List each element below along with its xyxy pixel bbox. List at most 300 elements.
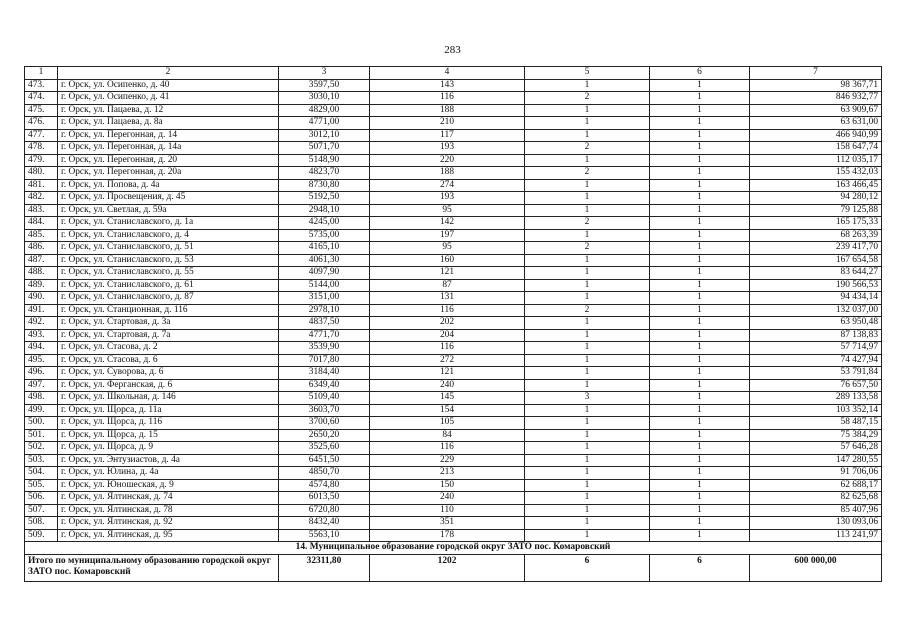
- residents: 160: [370, 254, 525, 267]
- col6-value: 1: [650, 379, 750, 392]
- address: г. Орск, ул. Пацаева, д. 8а: [58, 117, 279, 130]
- table-row: [25, 492, 882, 505]
- col6-value: 1: [650, 517, 750, 530]
- table-row: [25, 479, 882, 492]
- row-number: 488.: [25, 267, 58, 280]
- area: 4771,00: [279, 117, 370, 130]
- area: 4574,80: [279, 479, 370, 492]
- col5-value: 1: [525, 354, 650, 367]
- residents: 204: [370, 329, 525, 342]
- table-row: [25, 367, 882, 380]
- col5-value: 1: [525, 104, 650, 117]
- address: г. Орск, ул. Стасова, д. 2: [58, 342, 279, 355]
- header-cell: 1: [25, 67, 58, 80]
- area: 4245,00: [279, 217, 370, 230]
- row-number: 492.: [25, 317, 58, 330]
- table-row: [25, 404, 882, 417]
- area: 6720,80: [279, 504, 370, 517]
- area: 2978,10: [279, 304, 370, 317]
- table-row: [25, 154, 882, 167]
- address: г. Орск, ул. Щорса, д. 116: [58, 417, 279, 430]
- residents: 202: [370, 317, 525, 330]
- address: г. Орск, ул. Ферганская, д. 6: [58, 379, 279, 392]
- table-row: [25, 392, 882, 405]
- address: г. Орск, ул. Просвещения, д. 45: [58, 192, 279, 205]
- amount: 75 384,29: [750, 429, 882, 442]
- residents: 220: [370, 154, 525, 167]
- amount: 68 263,39: [750, 229, 882, 242]
- residents: 121: [370, 367, 525, 380]
- address: г. Орск, ул. Светлая, д. 59а: [58, 204, 279, 217]
- row-number: 481.: [25, 179, 58, 192]
- col6-value: 1: [650, 479, 750, 492]
- area: 2650,20: [279, 429, 370, 442]
- residents: 229: [370, 454, 525, 467]
- col5-value: 1: [525, 204, 650, 217]
- amount: 113 241,97: [750, 529, 882, 542]
- col5-value: 2: [525, 242, 650, 255]
- total-amount: 600 000,00: [750, 554, 882, 581]
- address: г. Орск, ул. Ялтинская, д. 92: [58, 517, 279, 530]
- col6-value: 1: [650, 242, 750, 255]
- row-number: 490.: [25, 292, 58, 305]
- row-number: 502.: [25, 442, 58, 455]
- residents: 210: [370, 117, 525, 130]
- col5-value: 2: [525, 142, 650, 155]
- amount: 167 654,58: [750, 254, 882, 267]
- address: г. Орск, ул. Стартовая, д. 7а: [58, 329, 279, 342]
- amount: 79 125,88: [750, 204, 882, 217]
- data-table: [24, 66, 882, 582]
- row-number: 480.: [25, 167, 58, 180]
- table-row: [25, 229, 882, 242]
- col6-value: 1: [650, 129, 750, 142]
- residents: 142: [370, 217, 525, 230]
- col5-value: 1: [525, 117, 650, 130]
- col5-value: 2: [525, 92, 650, 105]
- area: 3184,40: [279, 367, 370, 380]
- table-row: [25, 304, 882, 317]
- amount: 94 280,12: [750, 192, 882, 205]
- col6-value: 1: [650, 392, 750, 405]
- area: 5144,00: [279, 279, 370, 292]
- row-number: 491.: [25, 304, 58, 317]
- area: 4771,70: [279, 329, 370, 342]
- total-col6: 6: [650, 554, 750, 581]
- area: 3539,90: [279, 342, 370, 355]
- col6-value: 1: [650, 154, 750, 167]
- table-row: [25, 204, 882, 217]
- col6-value: 1: [650, 204, 750, 217]
- table-row: [25, 192, 882, 205]
- row-number: 479.: [25, 154, 58, 167]
- amount: 62 688,17: [750, 479, 882, 492]
- col6-value: 1: [650, 92, 750, 105]
- residents: 84: [370, 429, 525, 442]
- row-number: 487.: [25, 254, 58, 267]
- row-number: 482.: [25, 192, 58, 205]
- area: 6013,50: [279, 492, 370, 505]
- amount: 190 566,53: [750, 279, 882, 292]
- col6-value: 1: [650, 167, 750, 180]
- amount: 239 417,70: [750, 242, 882, 255]
- col6-value: 1: [650, 454, 750, 467]
- col5-value: 3: [525, 392, 650, 405]
- table-row: [25, 79, 882, 92]
- amount: 74 427,94: [750, 354, 882, 367]
- residents: 272: [370, 354, 525, 367]
- amount: 466 940,99: [750, 129, 882, 142]
- row-number: 493.: [25, 329, 58, 342]
- table-row: [25, 342, 882, 355]
- residents: 110: [370, 504, 525, 517]
- address: г. Орск, ул. Юношеская, д. 9: [58, 479, 279, 492]
- row-number: 484.: [25, 217, 58, 230]
- section-row: [25, 542, 882, 555]
- address: г. Орск, ул. Станиславского, д. 53: [58, 254, 279, 267]
- col6-value: 1: [650, 229, 750, 242]
- table-row: [25, 379, 882, 392]
- area: 3603,70: [279, 404, 370, 417]
- address: г. Орск, ул. Станиславского, д. 1а: [58, 217, 279, 230]
- col5-value: 1: [525, 179, 650, 192]
- amount: 103 352,14: [750, 404, 882, 417]
- address: г. Орск, ул. Перегонная, д. 14а: [58, 142, 279, 155]
- table-row: [25, 267, 882, 280]
- col6-value: 1: [650, 254, 750, 267]
- col5-value: 1: [525, 442, 650, 455]
- address: г. Орск, ул. Осипенко, д. 40: [58, 79, 279, 92]
- area: 8730,80: [279, 179, 370, 192]
- row-number: 500.: [25, 417, 58, 430]
- col5-value: 1: [525, 192, 650, 205]
- table-row: [25, 517, 882, 530]
- table-row: [25, 354, 882, 367]
- amount: 53 791,84: [750, 367, 882, 380]
- amount: 57 714,97: [750, 342, 882, 355]
- area: 8432,40: [279, 517, 370, 530]
- col6-value: 1: [650, 492, 750, 505]
- page-number: 283: [444, 44, 461, 56]
- table-row: [25, 529, 882, 542]
- amount: 76 657,50: [750, 379, 882, 392]
- address: г. Орск, ул. Перегонная, д. 20: [58, 154, 279, 167]
- residents: 145: [370, 392, 525, 405]
- total-label: Итого по муниципальному образованию городской округ ЗАТО пос. Комаровский: [25, 554, 279, 581]
- col6-value: 1: [650, 429, 750, 442]
- header-cell: 3: [279, 67, 370, 80]
- residents: 143: [370, 79, 525, 92]
- residents: 188: [370, 167, 525, 180]
- amount: 112 035,17: [750, 154, 882, 167]
- address: г. Орск, ул. Стартовая, д. 3а: [58, 317, 279, 330]
- col5-value: 1: [525, 129, 650, 142]
- row-number: 496.: [25, 367, 58, 380]
- col5-value: 1: [525, 467, 650, 480]
- address: г. Орск, ул. Щорса, д. 11а: [58, 404, 279, 417]
- col5-value: 1: [525, 79, 650, 92]
- address: г. Орск, ул. Станиславского, д. 87: [58, 292, 279, 305]
- table-row: [25, 467, 882, 480]
- column-number-header: [25, 67, 882, 80]
- area: 5192,50: [279, 192, 370, 205]
- table-row: [25, 179, 882, 192]
- row-number: 504.: [25, 467, 58, 480]
- col6-value: 1: [650, 142, 750, 155]
- col5-value: 1: [525, 417, 650, 430]
- address: г. Орск, ул. Юлина, д. 4а: [58, 467, 279, 480]
- amount: 63 909,67: [750, 104, 882, 117]
- amount: 132 037,00: [750, 304, 882, 317]
- col5-value: 1: [525, 317, 650, 330]
- amount: 130 093,06: [750, 517, 882, 530]
- total-col5: 6: [525, 554, 650, 581]
- col5-value: 1: [525, 492, 650, 505]
- residents: 95: [370, 204, 525, 217]
- residents: 95: [370, 242, 525, 255]
- total-area: 32311,80: [279, 554, 370, 581]
- amount: 91 706,06: [750, 467, 882, 480]
- residents: 116: [370, 442, 525, 455]
- row-number: 494.: [25, 342, 58, 355]
- col6-value: 1: [650, 317, 750, 330]
- col5-value: 2: [525, 217, 650, 230]
- col5-value: 1: [525, 429, 650, 442]
- residents: 150: [370, 479, 525, 492]
- col6-value: 1: [650, 79, 750, 92]
- col5-value: 1: [525, 479, 650, 492]
- col6-value: 1: [650, 467, 750, 480]
- row-number: 508.: [25, 517, 58, 530]
- col6-value: 1: [650, 529, 750, 542]
- area: 4850,70: [279, 467, 370, 480]
- table-row: [25, 417, 882, 430]
- residents: 274: [370, 179, 525, 192]
- residents: 116: [370, 92, 525, 105]
- table-row: [25, 92, 882, 105]
- col5-value: 2: [525, 304, 650, 317]
- area: 4061,30: [279, 254, 370, 267]
- address: г. Орск, ул. Перегонная, д. 14: [58, 129, 279, 142]
- row-number: 473.: [25, 79, 58, 92]
- area: 3597,50: [279, 79, 370, 92]
- col5-value: 1: [525, 329, 650, 342]
- row-number: 507.: [25, 504, 58, 517]
- table-row: [25, 317, 882, 330]
- address: г. Орск, ул. Щорса, д. 15: [58, 429, 279, 442]
- amount: 83 644,27: [750, 267, 882, 280]
- amount: 98 367,71: [750, 79, 882, 92]
- header-cell: 7: [750, 67, 882, 80]
- col5-value: 1: [525, 367, 650, 380]
- amount: 163 466,45: [750, 179, 882, 192]
- table-row: [25, 142, 882, 155]
- amount: 63 631,00: [750, 117, 882, 130]
- residents: 193: [370, 192, 525, 205]
- table-row: [25, 217, 882, 230]
- table-row: [25, 104, 882, 117]
- amount: 165 175,33: [750, 217, 882, 230]
- address: г. Орск, ул. Энтузиастов, д. 4а: [58, 454, 279, 467]
- col6-value: 1: [650, 279, 750, 292]
- row-number: 501.: [25, 429, 58, 442]
- row-number: 499.: [25, 404, 58, 417]
- address: г. Орск, ул. Станиславского, д. 55: [58, 267, 279, 280]
- col5-value: 1: [525, 154, 650, 167]
- residents: 116: [370, 304, 525, 317]
- address: г. Орск, ул. Осипенко, д. 41: [58, 92, 279, 105]
- header-cell: 6: [650, 67, 750, 80]
- area: 3700,60: [279, 417, 370, 430]
- residents: 240: [370, 492, 525, 505]
- row-number: 486.: [25, 242, 58, 255]
- table-row: [25, 442, 882, 455]
- col6-value: 1: [650, 329, 750, 342]
- residents: 197: [370, 229, 525, 242]
- residents: 154: [370, 404, 525, 417]
- address: г. Орск, ул. Ялтинская, д. 74: [58, 492, 279, 505]
- col6-value: 1: [650, 217, 750, 230]
- col5-value: 1: [525, 342, 650, 355]
- area: 5148,90: [279, 154, 370, 167]
- table-row: [25, 504, 882, 517]
- area: 5735,00: [279, 229, 370, 242]
- area: 3012,10: [279, 129, 370, 142]
- col6-value: 1: [650, 304, 750, 317]
- address: г. Орск, ул. Станиславского, д. 51: [58, 242, 279, 255]
- col6-value: 1: [650, 442, 750, 455]
- table-row: [25, 242, 882, 255]
- amount: 846 932,77: [750, 92, 882, 105]
- amount: 155 432,03: [750, 167, 882, 180]
- table-row: [25, 254, 882, 267]
- amount: 94 434,14: [750, 292, 882, 305]
- residents: 105: [370, 417, 525, 430]
- amount: 158 647,74: [750, 142, 882, 155]
- col6-value: 1: [650, 104, 750, 117]
- residents: 351: [370, 517, 525, 530]
- row-number: 478.: [25, 142, 58, 155]
- col6-value: 1: [650, 404, 750, 417]
- area: 5071,70: [279, 142, 370, 155]
- area: 2948,10: [279, 204, 370, 217]
- row-number: 485.: [25, 229, 58, 242]
- row-number: 506.: [25, 492, 58, 505]
- area: 4823,70: [279, 167, 370, 180]
- amount: 63 950,48: [750, 317, 882, 330]
- area: 4829,00: [279, 104, 370, 117]
- residents: 131: [370, 292, 525, 305]
- residents: 178: [370, 529, 525, 542]
- amount: 87 138,83: [750, 329, 882, 342]
- address: г. Орск, ул. Попова, д. 4а: [58, 179, 279, 192]
- col5-value: 1: [525, 454, 650, 467]
- col5-value: 1: [525, 279, 650, 292]
- amount: 58 487,15: [750, 417, 882, 430]
- address: г. Орск, ул. Пацаева, д. 12: [58, 104, 279, 117]
- residents: 116: [370, 342, 525, 355]
- area: 6349,40: [279, 379, 370, 392]
- table-row: [25, 329, 882, 342]
- table-row: [25, 129, 882, 142]
- residents: 193: [370, 142, 525, 155]
- area: 3525,60: [279, 442, 370, 455]
- col6-value: 1: [650, 504, 750, 517]
- col6-value: 1: [650, 292, 750, 305]
- area: 3030,10: [279, 92, 370, 105]
- address: г. Орск, ул. Станиславского, д. 4: [58, 229, 279, 242]
- col5-value: 1: [525, 229, 650, 242]
- amount: 147 280,55: [750, 454, 882, 467]
- col5-value: 1: [525, 504, 650, 517]
- col5-value: 1: [525, 404, 650, 417]
- col5-value: 1: [525, 292, 650, 305]
- total-residents: 1202: [370, 554, 525, 581]
- row-number: 474.: [25, 92, 58, 105]
- row-number: 497.: [25, 379, 58, 392]
- address: г. Орск, ул. Школьная, д. 146: [58, 392, 279, 405]
- col5-value: 1: [525, 254, 650, 267]
- col6-value: 1: [650, 367, 750, 380]
- address: г. Орск, ул. Станиславского, д. 61: [58, 279, 279, 292]
- row-number: 475.: [25, 104, 58, 117]
- col6-value: 1: [650, 354, 750, 367]
- address: г. Орск, ул. Щорса, д. 9: [58, 442, 279, 455]
- section-title: 14. Муниципальное образование городской округ ЗАТО пос. Комаровский: [25, 542, 882, 555]
- col6-value: 1: [650, 417, 750, 430]
- address: г. Орск, ул. Ялтинская, д. 78: [58, 504, 279, 517]
- area: 7017,80: [279, 354, 370, 367]
- header-cell: 2: [58, 67, 279, 80]
- area: 3151,00: [279, 292, 370, 305]
- area: 4837,50: [279, 317, 370, 330]
- row-number: 503.: [25, 454, 58, 467]
- col5-value: 1: [525, 529, 650, 542]
- amount: 82 625,68: [750, 492, 882, 505]
- address: г. Орск, ул. Станционная, д. 116: [58, 304, 279, 317]
- row-number: 505.: [25, 479, 58, 492]
- row-number: 477.: [25, 129, 58, 142]
- col5-value: 2: [525, 167, 650, 180]
- col6-value: 1: [650, 342, 750, 355]
- row-number: 476.: [25, 117, 58, 130]
- residents: 213: [370, 467, 525, 480]
- amount: 289 133,58: [750, 392, 882, 405]
- table-row: [25, 117, 882, 130]
- amount: 85 407,96: [750, 504, 882, 517]
- area: 6451,50: [279, 454, 370, 467]
- amount: 57 646,28: [750, 442, 882, 455]
- header-cell: 5: [525, 67, 650, 80]
- table-row: [25, 429, 882, 442]
- col6-value: 1: [650, 179, 750, 192]
- area: 4097,90: [279, 267, 370, 280]
- address: г. Орск, ул. Ялтинская, д. 95: [58, 529, 279, 542]
- area: 5109,40: [279, 392, 370, 405]
- residents: 240: [370, 379, 525, 392]
- residents: 121: [370, 267, 525, 280]
- col6-value: 1: [650, 192, 750, 205]
- row-number: 509.: [25, 529, 58, 542]
- col5-value: 1: [525, 517, 650, 530]
- col5-value: 1: [525, 267, 650, 280]
- residents: 188: [370, 104, 525, 117]
- address: г. Орск, ул. Суворова, д. 6: [58, 367, 279, 380]
- residents: 87: [370, 279, 525, 292]
- row-number: 498.: [25, 392, 58, 405]
- address: г. Орск, ул. Стасова, д. 6: [58, 354, 279, 367]
- table-row: [25, 167, 882, 180]
